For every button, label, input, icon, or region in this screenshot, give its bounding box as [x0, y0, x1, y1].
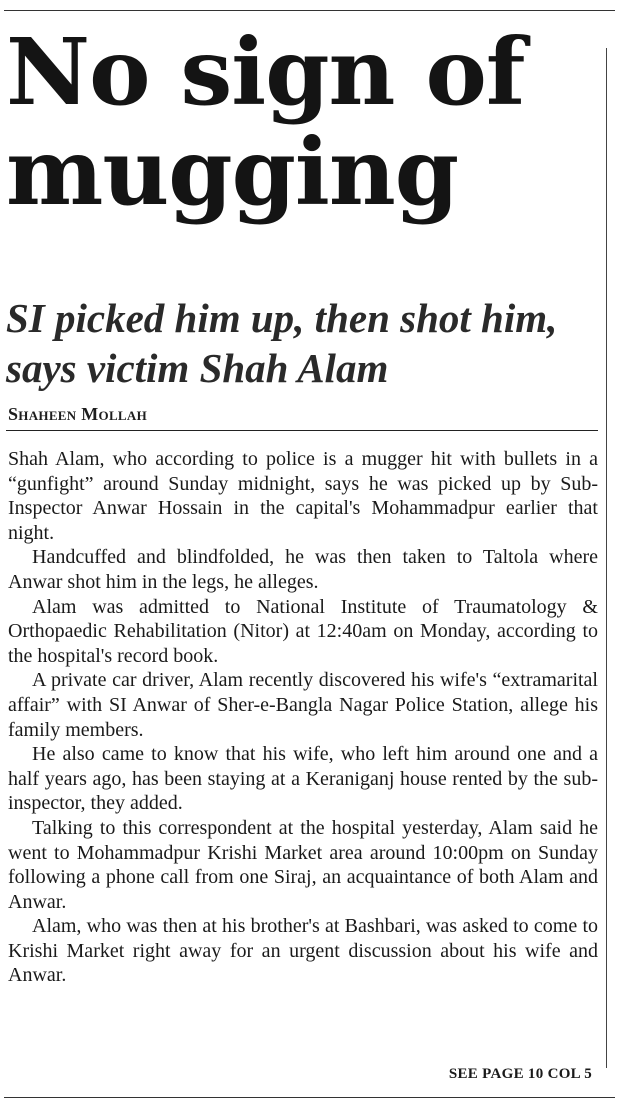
article-body — [8, 447, 598, 988]
paragraph-1: Shah Alam, who according to police is a mugger hit with bullets in a “gunfight” around Sunday midnight, says he was picked up by Sub-Inspector Anwar Hossain in the capital's Mohammadpur earlier that night. — [8, 448, 598, 544]
headline — [6, 18, 602, 226]
paragraph-7: Alam, who was then at his brother's at Bashbari, was asked to come to Krishi Market right away for an urgent discussion about his wife and Anwar. — [8, 915, 598, 987]
column-rule — [606, 48, 607, 1068]
paragraph-6: Talking to this correspondent at the hospital yesterday, Alam said he went to Mohammadpur Krishi Market area around 10:00pm on Sunday following a phone call from one Siraj, an acquaintance of both Alam and Anwar. — [8, 816, 598, 913]
paragraph-5: He also came to know that his wife, who left him around one and a half years ago, has been staying at a Keraniganj house rented by the sub-inspector, they added. — [8, 743, 598, 815]
subheadline: SI picked him up, then shot him, says victim Shah Alam — [6, 295, 558, 391]
top-rule — [4, 10, 615, 11]
bottom-rule — [4, 1097, 615, 1098]
headline-line-1: No sign of — [6, 18, 525, 126]
byline-rule — [6, 430, 598, 431]
paragraph-4: A private car driver, Alam recently discovered his wife's “extramarital affair” with SI Anwar of Sher-e-Bangla Nagar Police Station, allege his family members. — [8, 669, 598, 741]
byline: Shaheen Mollah — [8, 404, 147, 424]
continued-on-label: SEE PAGE 10 COL 5 — [448, 1066, 592, 1082]
paragraph-3: Alam was admitted to National Institute of Traumatology & Orthopaedic Rehabilitation (Nitor) at 12:40am on Monday, according to the hospital's record book. — [8, 595, 598, 667]
headline-line-2: mugging — [6, 118, 459, 226]
paragraph-2: Handcuffed and blindfolded, he was then taken to Taltola where Anwar shot him in the legs, he alleges. — [8, 546, 598, 593]
